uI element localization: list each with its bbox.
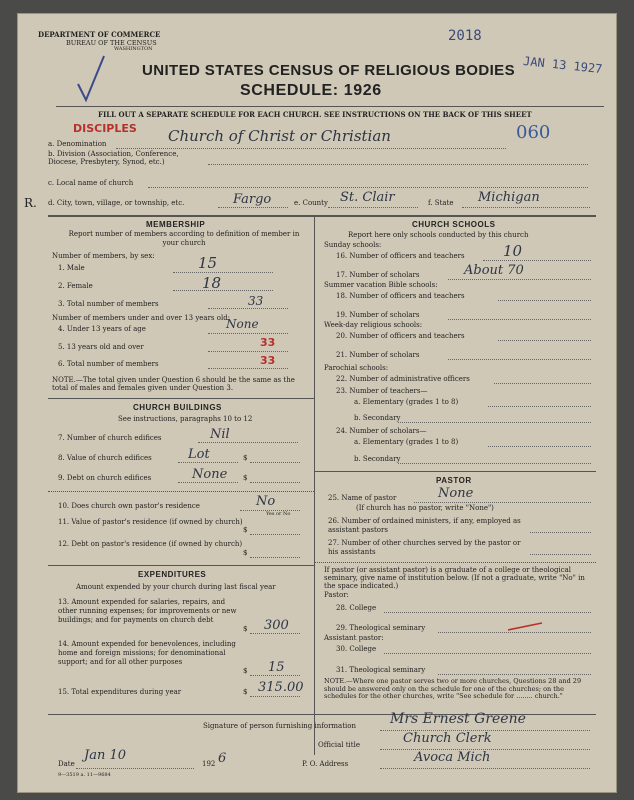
signature-value: Mrs Ernest Greene	[390, 711, 526, 727]
division-label: b. Division (Association, Conference, Diocese, Presbytery, Synod, etc.)	[48, 150, 179, 166]
q3-label: 3. Total number of members	[58, 300, 159, 308]
form-subtitle: SCHEDULE: 1926	[240, 82, 382, 99]
parochial-label: Parochial schools:	[324, 364, 389, 372]
city-field-label: d. City, town, village, or township, etc.	[48, 199, 185, 207]
state-value: Michigan	[478, 190, 540, 205]
county-value: St. Clair	[340, 190, 395, 205]
assistant-sublabel: Assistant pastor:	[324, 634, 384, 642]
q7-value: Nil	[210, 427, 230, 442]
q25-hint: (If church has no pastor, write "None")	[356, 504, 494, 512]
membership-heading: MEMBERSHIP	[146, 220, 206, 229]
po-address-label: P. O. Address	[302, 760, 349, 768]
q25-label: 25. Name of pastor	[328, 494, 397, 502]
q10-value: No	[256, 494, 276, 509]
pastor-note: NOTE.—Where one pastor serves two or more churches, Questions 28 and 29 should be answered only on the schedule for one of the churches; on the schedules for the other churches, write "See schedule for ........ church."	[324, 677, 582, 700]
q17-label: 17. Number of scholars	[336, 271, 420, 279]
po-address-value: Avoca Mich	[414, 750, 491, 765]
q10-hint: Yes or No	[266, 511, 291, 517]
q15-value: 315.00	[258, 680, 304, 695]
pastor-heading: PASTOR	[436, 476, 472, 485]
form-number: 9—3519 a. 11—9684	[58, 772, 111, 778]
q18-label: 18. Number of officers and teachers	[336, 292, 465, 300]
q24-label: 24. Number of scholars—	[336, 427, 427, 435]
county-label: e. County	[294, 199, 328, 207]
q6-value: 33	[260, 354, 276, 367]
form-title: UNITED STATES CENSUS OF RELIGIOUS BODIES	[142, 62, 515, 79]
q24a-label: a. Elementary (grades 1 to 8)	[354, 438, 459, 446]
q16-label: 16. Number of officers and teachers	[336, 252, 465, 260]
q2-value: 18	[202, 274, 222, 292]
q13-value: 300	[264, 618, 289, 633]
official-title-label: Official title	[318, 741, 360, 749]
denomination-code: 060	[516, 122, 551, 143]
q10-label: 10. Does church own pastor's residence	[58, 502, 200, 510]
red-check-icon	[506, 620, 546, 634]
q26-label: 26. Number of ordained ministers, if any, employed as assistant pastors	[328, 517, 521, 534]
expenditures-heading: EXPENDITURES	[138, 570, 207, 579]
denomination-label: a. Denomination	[48, 140, 107, 148]
q14-value: 15	[268, 660, 285, 675]
q12-label: 12. Debt on pastor's residence (if owned by church)	[58, 540, 243, 548]
sunday-label: Sunday schools:	[324, 241, 382, 249]
q1-value: 15	[198, 254, 218, 272]
buildings-heading: CHURCH BUILDINGS	[133, 403, 222, 412]
q8-dollar: $	[243, 454, 248, 462]
q17-value: About 70	[464, 263, 524, 278]
denomination-value: Church of Christ or Christian	[168, 127, 391, 145]
q8-label: 8. Value of church edifices	[58, 454, 152, 462]
q5-label: 5. 13 years old and over	[58, 343, 144, 351]
q1-label: 1. Male	[58, 264, 85, 272]
membership-note: NOTE.—The total given under Question 6 should be the same as the total of males and females given under Question 3.	[52, 376, 295, 392]
q22-label: 22. Number of administrative officers	[336, 375, 470, 383]
signature-label: Signature of person furnishing information	[203, 722, 357, 730]
under-over-label: Number of members under and over 13 years old:	[52, 314, 231, 322]
year-prefix: 192	[202, 760, 216, 768]
q12-dollar: $	[243, 549, 248, 557]
membership-intro: Report number of members according to definition of member in your church	[68, 230, 300, 247]
department-label: DEPARTMENT OF COMMERCE	[38, 30, 161, 39]
r-mark: R.	[24, 196, 37, 210]
q9-label: 9. Debt on church edifices	[58, 474, 152, 482]
summer-label: Summer vacation Bible schools:	[324, 281, 438, 289]
graduate-intro: If pastor (or assistant pastor) is a graduate of a college or theological seminary, give name of institution below. (If not a graduate, write "No" in the space indicated.)	[324, 566, 585, 590]
q14-dollar: $	[243, 667, 248, 675]
q27-label: 27. Number of other churches served by the pastor or his assistants	[328, 539, 521, 556]
q8-value: Lot	[188, 447, 210, 462]
q13-dollar: $	[243, 625, 248, 633]
state-label: f. State	[428, 199, 454, 207]
by-sex-label: Number of members, by sex:	[52, 252, 155, 260]
stamp-number: 2018	[448, 28, 482, 44]
q23-label: 23. Number of teachers—	[336, 387, 428, 395]
buildings-instr: See instructions, paragraphs 10 to 12	[118, 415, 253, 423]
q14-label: 14. Amount expended for benevolences, including home and foreign missions; for denominational support; and for all other purposes	[58, 640, 236, 666]
city-label: WASHINGTON	[114, 46, 153, 52]
q28-label: 28. College	[336, 604, 377, 612]
q30-label: 30. College	[336, 645, 377, 653]
q20-label: 20. Number of officers and teachers	[336, 332, 465, 340]
q29-label: 29. Theological seminary	[336, 624, 426, 632]
q9-value: None	[192, 467, 228, 482]
bureau-label: BUREAU OF THE CENSUS	[66, 39, 157, 47]
date-value: Jan 10	[84, 748, 127, 763]
q4-label: 4. Under 13 years of age	[58, 325, 146, 333]
check-mark-icon	[76, 54, 106, 104]
weekday-label: Week-day religious schools:	[324, 321, 423, 329]
q5-value: 33	[260, 336, 276, 349]
city-value: Fargo	[233, 192, 272, 207]
q7-label: 7. Number of church edifices	[58, 434, 162, 442]
q15-dollar: $	[243, 688, 248, 696]
schools-intro: Report here only schools conducted by this church	[348, 231, 529, 239]
q25-value: None	[438, 486, 474, 501]
q31-label: 31. Theological seminary	[336, 666, 426, 674]
q21-label: 21. Number of scholars	[336, 351, 420, 359]
q4-value: None	[226, 317, 259, 331]
q16-value: 10	[503, 242, 523, 260]
q6-label: 6. Total number of members	[58, 360, 159, 368]
q23a-label: a. Elementary (grades 1 to 8)	[354, 398, 459, 406]
q11-dollar: $	[243, 526, 248, 534]
q13-label: 13. Amount expended for salaries, repairs, and other running expenses; for improvements or new buildings; and for payments on church debt	[58, 598, 237, 624]
q15-label: 15. Total expenditures during year	[58, 688, 182, 696]
schools-heading: CHURCH SCHOOLS	[412, 220, 496, 229]
year-value: 6	[218, 751, 227, 766]
q3-value: 33	[248, 294, 264, 308]
disciples-mark: DISCIPLES	[73, 122, 137, 135]
q11-label: 11. Value of pastor's residence (if owned by church)	[58, 518, 243, 526]
census-schedule-page	[18, 14, 616, 792]
date-label: Date	[58, 760, 75, 768]
pastor-sublabel: Pastor:	[324, 591, 349, 599]
q24b-label: b. Secondary	[354, 455, 401, 463]
expenditures-intro: Amount expended by your church during last fiscal year	[76, 583, 276, 591]
instruction-line: FILL OUT A SEPARATE SCHEDULE FOR EACH CHURCH. SEE INSTRUCTIONS ON THE BACK OF THIS SHEET	[98, 110, 532, 119]
q19-label: 19. Number of scholars	[336, 311, 420, 319]
q23b-label: b. Secondary	[354, 414, 401, 422]
q9-dollar: $	[243, 474, 248, 482]
official-title-value: Church Clerk	[403, 731, 492, 746]
q2-label: 2. Female	[58, 282, 93, 290]
date-stamp: JAN 13 1927	[522, 53, 603, 77]
local-name-label: c. Local name of church	[48, 179, 134, 187]
